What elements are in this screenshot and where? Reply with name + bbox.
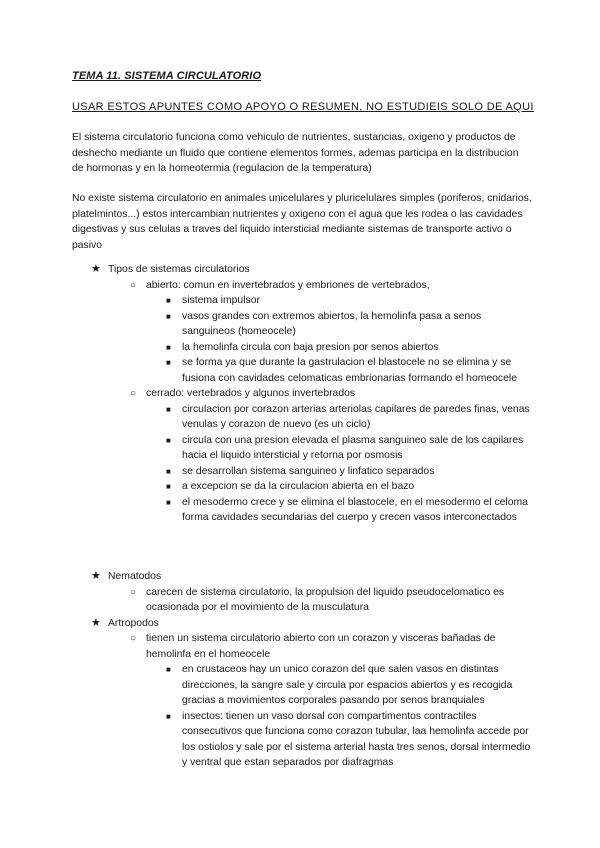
star-bullet-icon: ★ (91, 616, 101, 629)
cerrado-label: cerrado: vertebrados y algunos invertebrados (146, 388, 356, 399)
list-item-text: se forma ya que durante la gastrulacion el blastocele no se elimina y se fusiona con cavidades celomaticas embrionarias formando el homeocele (182, 357, 517, 384)
square-bullet-icon: ■ (166, 342, 171, 352)
list-item-text: circula con una presion elevada el plasma sanguineo sale de los capilares hacia el liquido intersticial y retorna por osmosis (182, 434, 524, 461)
list-item-text: sistema impulsor (182, 295, 260, 306)
circle-bullet-icon: ○ (130, 388, 137, 399)
artropodos-label: Artropodos (108, 617, 159, 629)
square-bullet-icon: ■ (166, 311, 171, 321)
list-item-cerrado (130, 386, 531, 526)
artropodos-sublist (130, 631, 531, 771)
list-item-tipos (91, 262, 531, 526)
no-system-paragraph: No existe sistema circulatorio en animales unicelulares y pluricelulares simples (poriferos, cnidarios, platelmintos...) estos intercambian nutrientes y oxigeno con el agua que les rodea o las cavidades digestivas y sus celulas a traves del liquido intersticial mediante sistemas de transporte activo o pasivo (72, 193, 532, 251)
list-item-text: insectos: tienen un vaso dorsal con compartimentos contractiles consecutivos que funciona como corazon tubular, laa hemolinfa accede por los ostiolos y sale por el sistema arterial hasta tres senos, dorsal intermedio y ventral que estan separados por diafragmas (182, 710, 531, 768)
square-bullet-icon: ■ (166, 404, 171, 414)
tipos-label: Tipos de sistemas circulatorios (108, 264, 250, 275)
tipos-list (91, 262, 531, 526)
star-bullet-icon: ★ (91, 570, 101, 582)
square-bullet-icon: ■ (166, 711, 171, 721)
list-item-abierto (130, 278, 531, 387)
cerrado-sublist (166, 402, 531, 526)
square-bullet-icon: ■ (166, 296, 171, 305)
nematodos-sublist (130, 585, 531, 616)
study-notice: USAR ESTOS APUNTES COMO APOYO O RESUMEN, NO ESTUDIEIS SOLO DE AQUI (72, 101, 534, 113)
circle-bullet-icon: ○ (130, 633, 137, 644)
list-item-artropodos (91, 616, 531, 771)
square-bullet-icon: ■ (166, 435, 171, 445)
list-item (166, 464, 531, 480)
list-item (166, 309, 531, 340)
list-item-text: la hemolinfa circula con baja presion por senos abiertos (182, 341, 439, 353)
artropodos-detail-list (166, 662, 531, 771)
nematodos-text: carecen de sistema circulatorio, la propulsion del liquido pseudocelomatico es ocasionada por el movimiento de la musculatura (146, 586, 505, 613)
list-item-text: circulacion por corazon arterias arteriolas capilares de paredes finas, venas venulas y corazon de nuevo (es un ciclo) (182, 403, 530, 430)
list-item-text: a excepcion se da la circulacion abierta en el bazo (182, 481, 415, 492)
list-item (166, 662, 531, 709)
artropodos-text: tienen un sistema circulatorio abierto con un corazon y visceras bañadas de hemolinfa en el homeocele (146, 633, 496, 660)
nematodos-label: Nematodos (108, 571, 162, 582)
square-bullet-icon: ■ (166, 358, 171, 367)
square-bullet-icon: ■ (166, 497, 171, 507)
abierto-label: abierto: comun en invertebrados y embriones de vertebrados, (146, 279, 430, 291)
list-item (166, 433, 531, 464)
list-item-nematodos (91, 569, 531, 616)
list-item-text: vasos grandes con extremos abiertos, la hemolinfa pasa a senos sanguineos (homeocele) (182, 310, 482, 337)
list-item-text: se desarrollan sistema sanguineo y linfatico separados (182, 465, 435, 477)
square-bullet-icon: ■ (166, 665, 171, 674)
list-item-text: en crustaceos hay un unico corazon del que salen vasos en distintas direcciones, la sangre sale y circula por espacios abiertos y es recogida gracias a movimientos corporales pasando por senos branquiales (182, 664, 513, 706)
list-item (166, 402, 531, 433)
list-item (130, 631, 531, 771)
abierto-sublist (166, 293, 531, 386)
list-item-text: el mesodermo crece y se elimina el blastocele, en el mesodermo el celoma forma cavidades secundarias del cuerpo y crecen vasos interconectados (182, 496, 528, 523)
list-item (166, 495, 531, 526)
phyla-list (91, 569, 531, 771)
list-item (166, 355, 531, 386)
list-item (166, 709, 531, 771)
list-item (166, 340, 531, 356)
list-item (130, 585, 531, 616)
square-bullet-icon: ■ (166, 482, 171, 491)
intro-paragraph: El sistema circulatorio funciona como vehiculo de nutrientes, sustancias, oxigeno y productos de deshecho mediante un fluido que contiene elementos formes, ademas participa en la distribucion de hormonas y en la homeotermia (regulacion de la temperatura) (72, 132, 519, 174)
document-title: TEMA 11. SISTEMA CIRCULATORIO (72, 70, 262, 82)
list-item (166, 479, 531, 495)
circle-bullet-icon: ○ (130, 279, 137, 291)
tipos-sublist (130, 278, 531, 526)
star-bullet-icon: ★ (91, 263, 101, 275)
square-bullet-icon: ■ (166, 466, 171, 476)
list-item (166, 293, 531, 309)
circle-bullet-icon: ○ (130, 586, 137, 598)
